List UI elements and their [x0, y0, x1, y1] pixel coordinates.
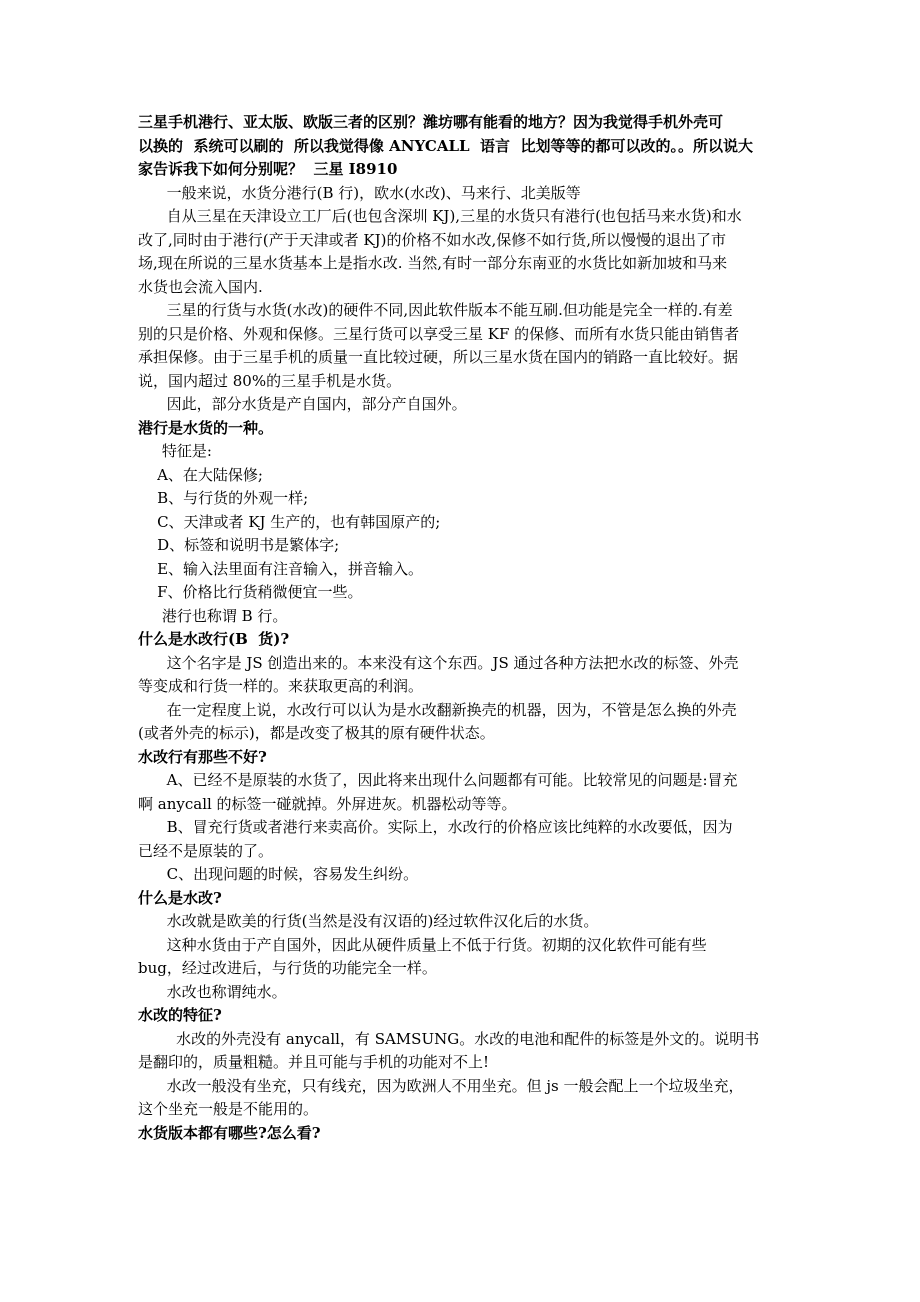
section-modified-licensed [138, 628, 786, 746]
section-drawbacks [138, 746, 786, 887]
title-line: 家告诉我下如何分别呢？ 三星 I8910 [138, 160, 398, 178]
document-page [138, 111, 786, 1145]
text-line: 场,现在所说的三星水货基本上是指水改. 当然,有时一部分东南亚的水货比如新加坡和马来 [138, 254, 728, 272]
text-line: 改了,同时由于港行(产于天津或者 KJ)的价格不如水改,保修不如行货,所以慢慢的退出了市 [138, 230, 726, 249]
text-line: 三星的行货与水货(水改)的硬件不同,因此软件版本不能互刷.但功能是完全一样的.有差 [138, 301, 733, 319]
text-line: 因此，部分水货是产自国内，部分产自国外。 [138, 395, 467, 413]
text-line: (或者外壳的标示)，都是改变了极其的原有硬件状态。 [138, 724, 495, 742]
text-line: bug，经过改进后，与行货的功能完全一样。 [138, 959, 437, 977]
document-title [138, 111, 786, 182]
section-heading: 什么是水改? [138, 888, 222, 907]
section-heading: 什么是水改行(B 货)? [138, 630, 290, 648]
text-line: 水改的外壳没有 anycall，有 SAMSUNG。水改的电池和配件的标签是外文的。说明书 [138, 1029, 760, 1048]
text-line: 水改也称谓纯水。 [138, 982, 287, 1001]
text-line: F、价格比行货稍微便宜一些。 [138, 583, 363, 601]
section-versions [138, 1122, 786, 1146]
text-line: 这个坐充一般是不能用的。 [138, 1100, 319, 1118]
section-what-is-modified [138, 887, 786, 1005]
text-line: C、天津或者 KJ 生产的，也有韩国原产的; [138, 512, 441, 531]
text-line: 一般来说，水货分港行(B 行)，欧水(水改)、马来行、北美版等 [138, 183, 581, 202]
text-line: 特征是: [138, 442, 212, 460]
text-line: 港行也称谓 B 行。 [138, 606, 288, 625]
section-hk-version [138, 417, 786, 629]
text-line: 这种水货由于产自国外，因此从硬件质量上不低于行货。初期的汉化软件可能有些 [138, 935, 707, 954]
text-line: B、与行货的外观一样; [138, 489, 309, 507]
text-line: 水货也会流入国内. [138, 277, 263, 296]
text-line: 是翻印的，质量粗糙。并且可能与手机的功能对不上! [138, 1053, 490, 1071]
section-heading: 水改行有那些不好? [138, 747, 267, 766]
text-line: D、标签和说明书是繁体字; [138, 536, 340, 554]
text-line: 自从三星在天津设立工厂后(也包含深圳 KJ),三星的水货只有港行(也包括马来水货)和水 [138, 207, 742, 225]
text-line: 已经不是原装的了。 [138, 841, 274, 860]
text-line: A、已经不是原装的水货了，因此将来出现什么问题都有可能。比较常见的问题是:冒充 [138, 771, 738, 789]
text-line: 在一定程度上说，水改行可以认为是水改翻新换壳的机器，因为，不管是怎么换的外壳 [138, 700, 737, 719]
text-line: 啊 anycall 的标签一碰就掉。外屏进灰。机器松动等等。 [138, 794, 517, 813]
section-heading: 水改的特征? [138, 1006, 222, 1024]
text-line: 这个名字是 JS 创造出来的。本来没有这个东西。JS 通过各种方法把水改的标签、外壳 [138, 653, 739, 672]
section-heading: 水货版本都有哪些?怎么看? [138, 1123, 321, 1142]
section-modified-features [138, 1004, 786, 1122]
text-line: B、冒充行货或者港行来卖高价。实际上，水改行的价格应该比纯粹的水改要低，因为 [138, 818, 733, 836]
text-line: 水改就是欧美的行货(当然是没有汉语的)经过软件汉化后的水货。 [138, 912, 599, 930]
text-line: 水改一般没有坐充，只有线充，因为欧洲人不用坐充。但 js 一般会配上一个垃圾坐充， [138, 1076, 744, 1095]
intro-text [138, 182, 786, 417]
text-line: 别的只是价格、外观和保修。三星行货可以享受三星 KF 的保修、而所有水货只能由销售者 [138, 324, 740, 343]
text-line: 说，国内超过 80%的三星手机是水货。 [138, 371, 402, 390]
text-line: C、出现问题的时候，容易发生纠纷。 [138, 865, 419, 883]
text-line: 承担保修。由于三星手机的质量一直比较过硬，所以三星水货在国内的销路一直比较好。据 [138, 348, 739, 366]
text-line: E、输入法里面有注音输入，拼音输入。 [138, 559, 424, 578]
title-line: 三星手机港行、亚太版、欧版三者的区别？潍坊哪有能看的地方？因为我觉得手机外壳可 [138, 113, 724, 131]
text-line: A、在大陆保修; [138, 465, 263, 484]
section-heading: 港行是水货的一种。 [138, 418, 274, 437]
title-line: 以换的 系统可以刷的 所以我觉得像 ANYCALL 语言 比划等等的都可以改的。。所以说大 [138, 136, 753, 155]
text-line: 等变成和行货一样的。来获取更高的利润。 [138, 677, 424, 695]
